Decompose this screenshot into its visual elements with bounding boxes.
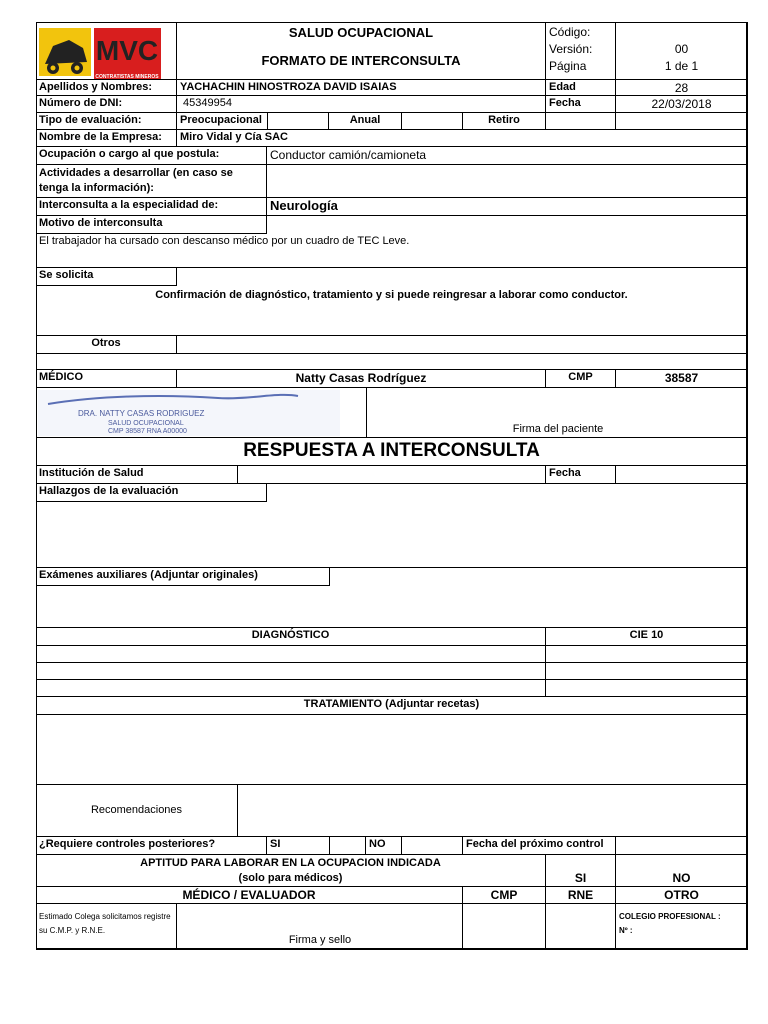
row-evaluador-header [36,887,748,904]
row-especialidad [36,198,748,216]
firma-paciente-cell[interactable] [366,388,748,438]
tipo-preocupacional-box[interactable] [268,113,329,130]
institucion-value[interactable] [238,466,546,484]
controles-si: SI [267,837,330,855]
hallazgos-value[interactable] [36,502,748,568]
tratamiento-value[interactable] [36,715,748,785]
header-row [36,22,748,80]
controles-no-box[interactable] [402,837,463,855]
aptitud-label [36,855,546,887]
row-respuesta-title [36,438,748,466]
especialidad-value: Neurología [267,198,748,216]
cie-label: CIE 10 [546,628,748,646]
row-examenes-label [36,568,748,586]
version-label: Versión: [549,42,593,56]
tipo-preocupacional: Preocupacional [177,113,268,130]
diagnostico-row [36,680,748,697]
otros-value[interactable] [177,336,748,354]
row-empresa [36,130,748,147]
dni-label: Número de DNI: [36,96,177,113]
resp-fecha-value[interactable] [616,466,748,484]
row-solicita-value [36,286,748,336]
motivo-label: Motivo de interconsulta [36,216,267,234]
evaluador-cmp-value[interactable] [463,904,546,950]
rne-label: RNE [546,887,616,904]
empresa-label: Nombre de la Empresa: [36,130,177,147]
row-tipo [36,113,748,130]
resp-fecha-label: Fecha [546,466,616,484]
diagnostico-row [36,646,748,663]
row-ocupacion [36,147,748,165]
solicita-value: Confirmación de diagnóstico, tratamiento y si puede reingresar a laborar como conductor. [36,286,748,336]
otros-label: Otros [36,336,177,354]
row-recomendaciones [36,785,748,837]
stamp-line-3: CMP 38587 RNA A00000 [108,428,187,435]
row-hallazgos-value [36,502,748,568]
resp-cmp-label: CMP [463,887,546,904]
aptitud-si[interactable]: SI [546,855,616,887]
fecha-value: 22/03/2018 [616,96,748,113]
firma-sello-cell[interactable] [177,904,463,950]
empresa-value: Miro Vidal y Cía SAC [177,130,748,147]
respuesta-title: RESPUESTA A INTERCONSULTA [36,438,748,466]
tipo-label: Tipo de evaluación: [36,113,177,130]
edad-label: Edad [546,80,616,96]
controles-no: NO [366,837,402,855]
row-controles [36,837,748,855]
row-aptitud [36,855,748,887]
recomendaciones-value[interactable] [238,785,748,837]
row-apellidos [36,80,748,96]
stamp-cell [36,388,366,438]
proximo-control-value[interactable] [616,837,748,855]
tipo-anual-box[interactable] [402,113,463,130]
colegio-label: COLEGIO PROFESIONAL : [619,912,721,921]
estimado-text: Estimado Colega solicitamos registre su C.M.P. y R.N.E. [36,904,177,950]
colegio-cell[interactable] [616,904,748,950]
cmp-value: 38587 [616,370,748,388]
row-actividades [36,165,748,198]
firma-sello-label: Firma y sello [288,933,352,946]
apellidos-label: Apellidos y Nombres: [36,80,177,96]
row-institucion [36,466,748,484]
row-medico [36,370,748,388]
edad-value: 28 [616,80,748,96]
actividades-value[interactable] [267,165,748,198]
firma-paciente-label: Firma del paciente [512,422,604,435]
especialidad-label: Interconsulta a la especialidad de: [36,198,267,216]
medico-value: Natty Casas Rodríguez [177,370,546,388]
recomendaciones-label: Recomendaciones [36,785,238,837]
row-spacer [36,354,748,370]
header-title-cell [177,22,546,80]
row-dni [36,96,748,113]
medico-evaluador-label: MÉDICO / EVALUADOR [36,887,463,904]
examenes-label: Exámenes auxiliares (Adjuntar originales) [36,568,330,586]
row-evaluador [36,904,748,950]
company-logo [39,26,163,80]
codigo-label: Código: [549,25,591,39]
cmp-label: CMP [546,370,616,388]
controles-si-box[interactable] [330,837,366,855]
aptitud-label-1: APTITUD PARA LABORAR EN LA OCUPACION INDICADA [140,857,441,869]
doctor-stamp [38,390,340,436]
row-otros [36,336,748,354]
controles-label: ¿Requiere controles posteriores? [36,837,267,855]
tratamiento-label: TRATAMIENTO (Adjuntar recetas) [36,697,748,715]
header-subtitle: FORMATO DE INTERCONSULTA [261,52,461,68]
ocupacion-value: Conductor camión/camioneta [267,147,748,165]
row-tratamiento-label [36,697,748,715]
row-motivo-value [36,234,748,268]
row-tratamiento-value [36,715,748,785]
version-value: 00 [674,42,689,56]
row-hallazgos-label [36,484,748,502]
proximo-control-label: Fecha del próximo control [463,837,616,855]
diagnostico-row [36,663,748,680]
pagina-label: Página [549,59,587,73]
row-firmas [36,388,748,438]
stamp-line-1: DRA. NATTY CASAS RODRIGUEZ [78,409,205,418]
header-title: SALUD OCUPACIONAL [288,25,434,40]
header-meta-values [616,22,748,80]
row-diagnostico-header [36,628,748,646]
aptitud-no[interactable]: NO [616,855,748,887]
logo-text: MVC [95,35,159,66]
tipo-retiro-box[interactable] [546,113,616,130]
solicita-label: Se solicita [36,268,177,286]
logo-subtext: CONTRATISTAS MINEROS [95,74,159,80]
header-meta-labels [546,22,616,80]
row-solicita-label [36,268,748,286]
apellidos-value: YACHACHIN HINOSTROZA DAVID ISAIAS [177,80,546,96]
tipo-anual: Anual [329,113,402,130]
numero-label: Nº : [619,926,633,935]
institucion-label: Institución de Salud [36,466,238,484]
otro-label: OTRO [616,887,748,904]
stamp-line-2: SALUD OCUPACIONAL [108,420,184,427]
fecha-label: Fecha [546,96,616,113]
tipo-retiro: Retiro [463,113,546,130]
motivo-value: El trabajador ha cursado con descanso médico por un cuadro de TEC Leve. [36,234,748,268]
dni-value: 45349954 [177,96,546,113]
aptitud-label-2: (solo para médicos) [238,872,343,884]
row-examenes-value [36,586,748,628]
row-motivo-label [36,216,748,234]
examenes-value[interactable] [36,586,748,628]
evaluador-rne-value[interactable] [546,904,616,950]
hallazgos-label: Hallazgos de la evaluación [36,484,267,502]
ocupacion-label: Ocupación o cargo al que postula: [36,147,267,165]
logo-cell [36,22,177,80]
medico-label: MÉDICO [36,370,177,388]
actividades-label: Actividades a desarrollar (en caso se tenga la información): [36,165,267,198]
pagina-value: 1 de 1 [664,59,699,73]
diagnostico-label: DIAGNÓSTICO [36,628,546,646]
